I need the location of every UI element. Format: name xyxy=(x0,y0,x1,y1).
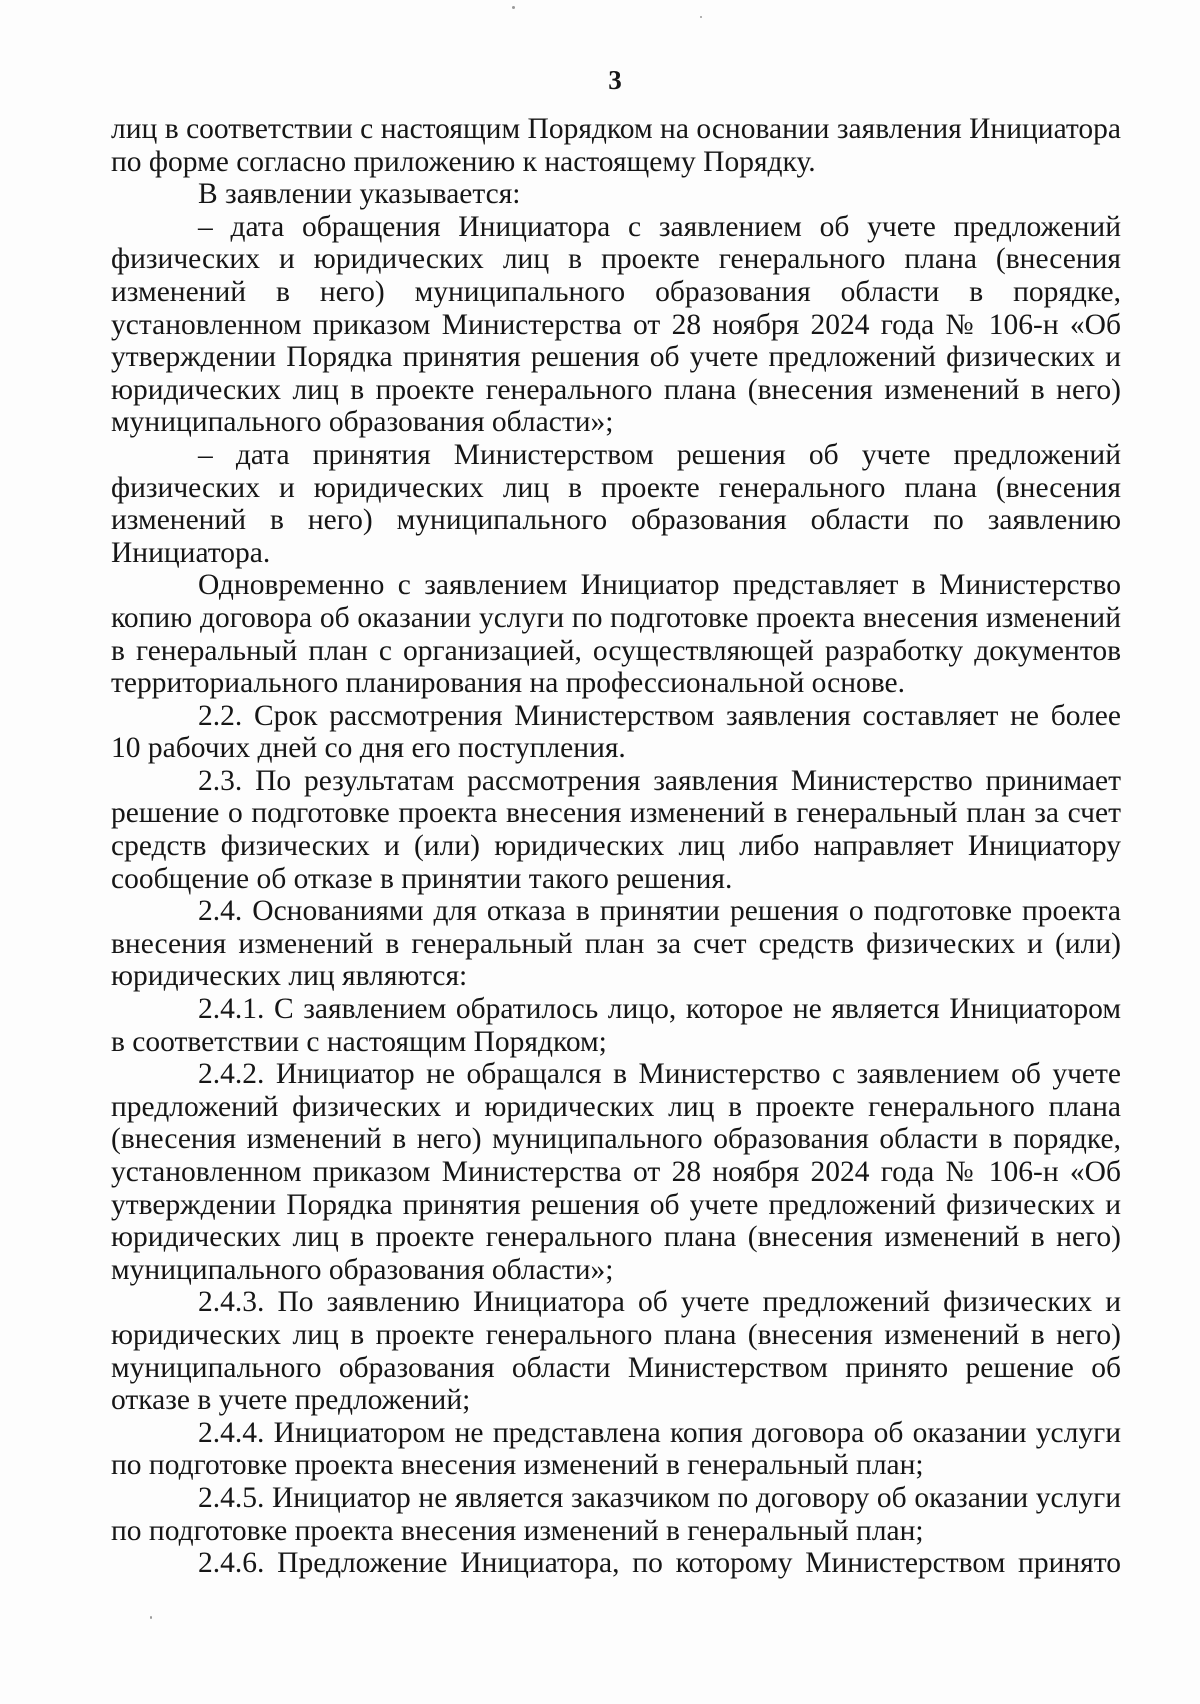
clause-2-3: 2.3. По результатам рассмотрения заявления Министерство принимает решение о подготовке проекта внесения изменений в генеральный план за счет средств физических и (или) юридических лиц либо направляет Инициатору сообщение об отказе в принятии такого решения. xyxy=(111,764,1121,895)
clause-2-4-5: 2.4.5. Инициатор не является заказчиком по договору об оказании услуги по подготовке проекта внесения изменений в генеральный план; xyxy=(111,1481,1121,1547)
scan-artifact xyxy=(512,6,515,9)
list-item-date-of-decision: – дата принятия Министерством решения об учете предложений физических и юридических лиц в проекте генерального плана (внесения изменений в него) муниципального образования области по заявлению Инициатора. xyxy=(111,438,1121,569)
page-number: 3 xyxy=(608,65,622,95)
scan-artifact xyxy=(150,1616,152,1619)
clause-2-4: 2.4. Основаниями для отказа в принятии решения о подготовке проекта внесения изменений в генеральный план за счет средств физических и (или) юридических лиц являются: xyxy=(111,895,1121,993)
clause-2-4-4: 2.4.4. Инициатором не представлена копия договора об оказании услуги по подготовке проекта внесения изменений в генеральный план; xyxy=(111,1416,1121,1482)
paragraph-statement-contents: В заявлении указывается: xyxy=(198,178,521,211)
clause-2-4-6: 2.4.6. Предложение Инициатора, по которому Министерством принято xyxy=(198,1547,1121,1580)
paragraph-contract-copy: Одновременно с заявлением Инициатор представляет в Министерство копию договора об оказании услуги по подготовке проекта внесения изменений в генеральный план с организацией, осуществляющей разработку документов территориального планирования на профессиональной основе. xyxy=(111,569,1121,700)
clause-2-4-1: 2.4.1. С заявлением обратилось лицо, которое не является Инициатором в соответствии с настоящим Порядком; xyxy=(111,993,1121,1058)
paragraph-continuation: лиц в соответствии с настоящим Порядком на основании заявления Инициатора по форме согласно приложению к настоящему Порядку. xyxy=(111,113,1121,178)
scan-artifact xyxy=(700,16,702,18)
list-item-date-of-appeal: – дата обращения Инициатора с заявлением об учете предложений физических и юридических лиц в проекте генерального плана (внесения изменений в него) муниципального образования области в порядке, установленном приказом Министерства от 28 ноября 2024 года № 106-н «Об утверждении Порядка принятия решения об учете предложений физических и юридических лиц в проекте генерального плана (внесения изменений в него) муниципального образования области»; xyxy=(111,210,1121,439)
clause-2-4-2: 2.4.2. Инициатор не обращался в Министерство с заявлением об учете предложений физических и юридических лиц в проекте генерального плана (внесения изменений в него) муниципального образования области в порядке, установленном приказом Министерства от 28 ноября 2024 года № 106-н «Об утверждении Порядка принятия решения об учете предложений физических и юридических лиц в проекте генерального плана (внесения изменений в него) муниципального образования области»; xyxy=(111,1058,1121,1286)
clause-2-2: 2.2. Срок рассмотрения Министерством заявления составляет не более 10 рабочих дней со дня его поступления. xyxy=(111,699,1121,765)
clause-2-4-3: 2.4.3. По заявлению Инициатора об учете предложений физических и юридических лиц в проекте генерального плана (внесения изменений в него) муниципального образования области Министерством принято решение об отказе в учете предложений; xyxy=(111,1286,1121,1417)
document-body xyxy=(111,113,1121,1580)
